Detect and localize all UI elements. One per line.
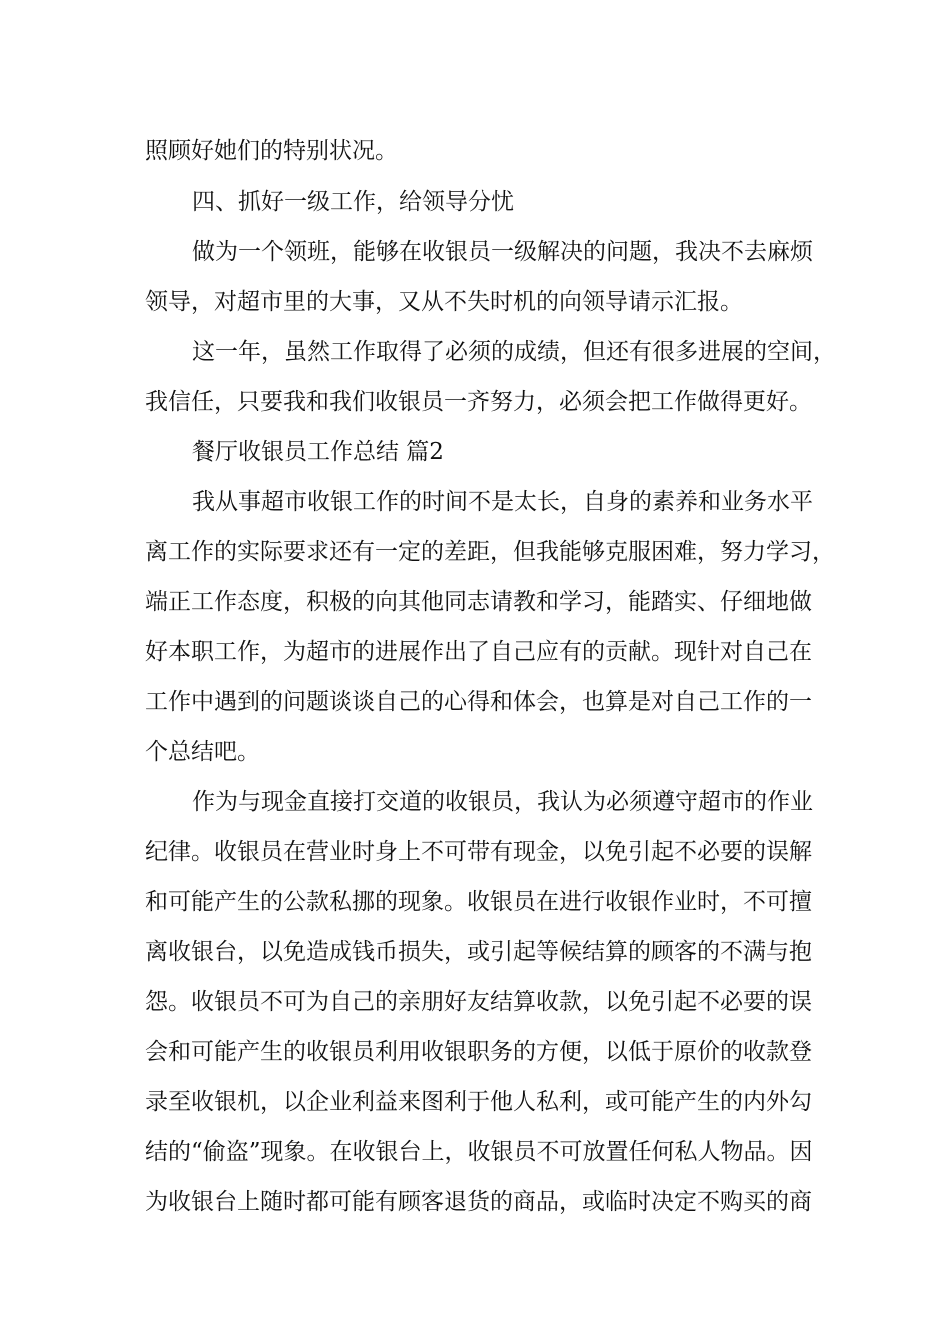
paragraph-line: 离工作的实际要求还有一定的差距，但我能够克服困难，努力学习， [145,539,835,565]
paragraph-line: 工作中遇到的问题谈谈自己的心得和体会，也算是对自己工作的一 [145,689,812,715]
paragraph-line: 照顾好她们的特别状况。 [145,138,398,164]
paragraph-line: 纪律。收银员在营业时身上不可带有现金，以免引起不必要的误解 [145,839,812,865]
paragraph-line: 离收银台，以免造成钱币损失，或引起等候结算的顾客的不满与抱 [145,939,812,965]
paragraph-line: 为收银台上随时都可能有顾客退货的商品，或临时决定不购买的商 [145,1189,812,1215]
paragraph-line: 作为与现金直接打交道的收银员，我认为必须遵守超市的作业 [192,789,813,815]
paragraph-line: 好本职工作，为超市的进展作出了自己应有的贡献。现针对自己在 [145,639,812,665]
paragraph-line: 和可能产生的公款私挪的现象。收银员在进行收银作业时，不可擅 [145,889,812,915]
paragraph-line: 做为一个领班，能够在收银员一级解决的问题，我决不去麻烦 [192,239,813,265]
paragraph-line: 会和可能产生的收银员利用收银职务的方便，以低于原价的收款登 [145,1039,812,1065]
paragraph-line: 端正工作态度，积极的向其他同志请教和学习，能踏实、仔细地做 [145,589,812,615]
paragraph-line: 个总结吧。 [145,739,260,765]
section-heading: 餐厅收银员工作总结 篇2 [192,439,444,465]
paragraph-line: 结的“偷盗”现象。在收银台上，收银员不可放置任何私人物品。因 [145,1139,813,1165]
paragraph-line: 领导，对超市里的大事，又从不失时机的向领导请示汇报。 [145,289,743,315]
paragraph-line: 我信任，只要我和我们收银员一齐努力，必须会把工作做得更好。 [145,389,812,415]
paragraph-line: 我从事超市收银工作的时间不是太长，自身的素养和业务水平 [192,489,813,515]
paragraph-line: 怨。收银员不可为自己的亲朋好友结算收款，以免引起不必要的误 [145,989,812,1015]
section-heading: 四、抓好一级工作，给领导分忧 [192,189,514,215]
paragraph-line: 录至收银机，以企业利益来图利于他人私利，或可能产生的内外勾 [145,1089,812,1115]
paragraph-line: 这一年，虽然工作取得了必须的成绩，但还有很多进展的空间， [192,339,836,365]
